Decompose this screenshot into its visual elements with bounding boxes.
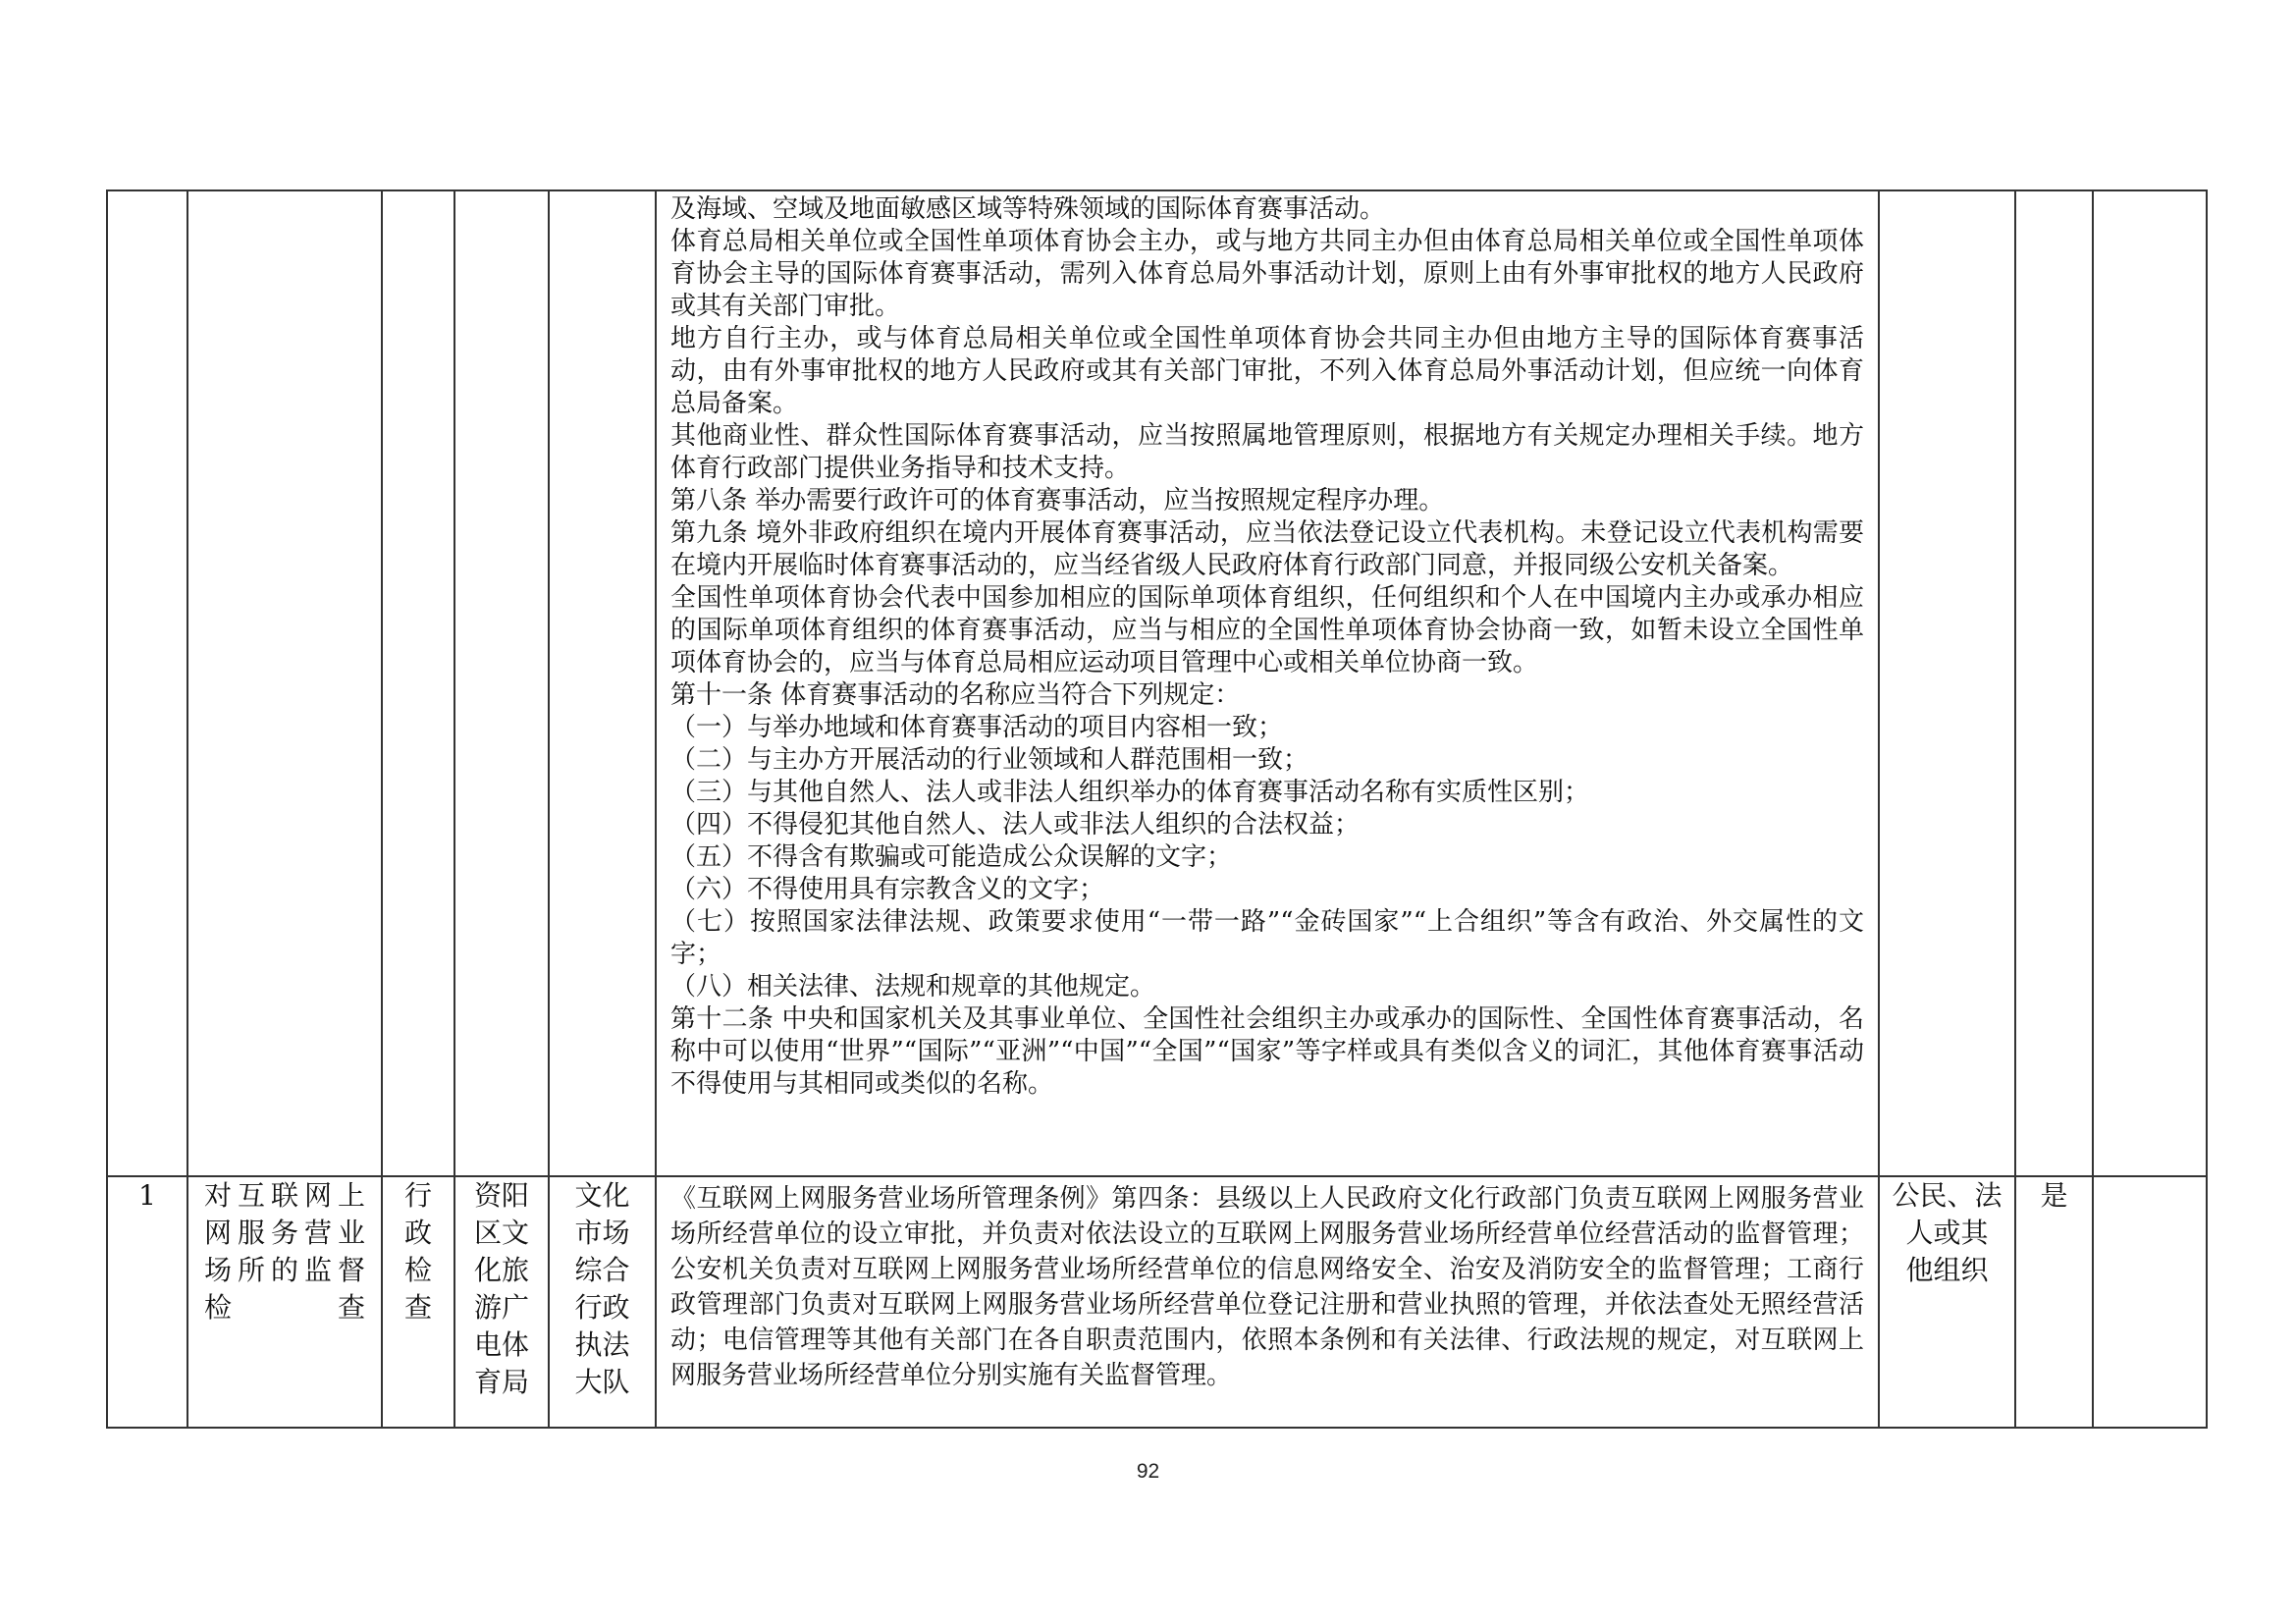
item-department-line: 资阳 <box>473 1179 529 1212</box>
legal-paragraph: （三）与其他自然人、法人或非法人组织举办的体育赛事活动名称有实质性区别； <box>670 778 1590 807</box>
cell-type-empty <box>382 190 454 1176</box>
item-executor-line: 执法 <box>574 1328 630 1361</box>
table-row-continuation <box>107 190 2207 1176</box>
item-name: 对互联网上网服务营业场所的监督检查 <box>187 1176 382 1428</box>
legal-paragraph: （五）不得含有欺骗或可能造成公众误解的文字； <box>670 842 1233 872</box>
cell-target-empty <box>1879 190 2015 1176</box>
item-legal-basis: 《互联网上网服务营业场所管理条例》第四条：县级以上人民政府文化行政部门负责互联网上网服务营业场所经营单位的设立审批，并负责对依法设立的互联网上网服务营业场所经营单位经营活动的监督管理；公安机关负责对互联网上网服务营业场所经营单位的信息网络安全、治安及消防安全的监督管理；工商行政管理部门负责对互联网上网服务营业场所经营单位登记注册和营业执照的管理，并依法查处无照经营活动；电信管理等其他有关部门在各自职责范围内，依照本条例和有关法律、行政法规的规定，对互联网上网服务营业场所经营单位分别实施有关监督管理。 <box>656 1176 1879 1428</box>
item-target-line: 他组织 <box>1905 1254 1989 1286</box>
item-department-line: 化旅 <box>473 1254 529 1286</box>
item-type-char: 检 <box>403 1254 432 1286</box>
item-target-line: 人或其 <box>1905 1217 1989 1249</box>
item-department-line: 游广 <box>473 1291 529 1324</box>
legal-paragraph: 全国性单项体育协会代表中国参加相应的国际单项体育组织，任何组织和个人在中国境内主办或承办相应的国际单项体育组织的体育赛事活动，应当与相应的全国性单项体育协会协商一致，如暂未设立全国性单项体育协会的，应当与体育总局相应运动项目管理中心或相关单位协商一致。 <box>670 583 1864 677</box>
legal-paragraph: 及海域、空域及地面敏感区域等特殊领域的国际体育赛事活动。 <box>670 194 1386 224</box>
legal-paragraph: （一）与举办地域和体育赛事活动的项目内容相一致； <box>670 713 1284 742</box>
cell-index-empty <box>107 190 187 1176</box>
cell-flag-empty <box>2015 190 2093 1176</box>
legal-paragraph: （四）不得侵犯其他自然人、法人或非法人组织的合法权益； <box>670 810 1361 839</box>
item-executor-line: 大队 <box>574 1366 630 1398</box>
legal-paragraph: （七）按照国家法律法规、政策要求使用“一带一路”“金砖国家”“上合组织”等含有政治、外交属性的文字； <box>670 907 1864 969</box>
cell-executor-empty <box>549 190 656 1176</box>
item-type-char: 查 <box>403 1291 432 1324</box>
legal-paragraph: （六）不得使用具有宗教含义的文字； <box>670 875 1105 904</box>
item-target <box>1879 1176 2015 1428</box>
item-department-line: 育局 <box>473 1366 529 1398</box>
item-department-line: 区文 <box>473 1217 529 1249</box>
page-number: 92 <box>1136 1460 1160 1483</box>
item-department-line: 电体 <box>473 1328 529 1361</box>
legal-paragraph: 其他商业性、群众性国际体育赛事活动，应当按照属地管理原则，根据地方有关规定办理相关手续。地方体育行政部门提供业务指导和技术支持。 <box>670 421 1864 483</box>
legal-paragraph: 体育总局相关单位或全国性单项体育协会主办，或与地方共同主办但由体育总局相关单位或全国性单项体育协会主导的国际体育赛事活动，需列入体育总局外事活动计划，原则上由有外事审批权的地方人民政府或其有关部门审批。 <box>670 227 1864 321</box>
item-type-char: 政 <box>403 1217 432 1249</box>
item-index: 1 <box>107 1176 187 1428</box>
cell-dept-empty <box>454 190 549 1176</box>
legal-paragraph: 地方自行主办，或与体育总局相关单位或全国性单项体育协会共同主办但由地方主导的国际体育赛事活动，由有外事审批权的地方人民政府或其有关部门审批，不列入体育总局外事活动计划，但应统一向体育总局备案。 <box>670 324 1864 418</box>
cell-legal-basis-continuation <box>656 190 1879 1176</box>
power-list-table <box>106 189 2208 1429</box>
legal-paragraph: 第九条 境外非政府组织在境内开展体育赛事活动，应当依法登记设立代表机构。未登记设立代表机构需要在境内开展临时体育赛事活动的，应当经省级人民政府体育行政部门同意，并报同级公安机关备案。 <box>670 518 1864 580</box>
item-executor <box>549 1176 656 1428</box>
item-target-line: 公民、法 <box>1892 1179 2002 1212</box>
item-type-char: 行 <box>403 1179 432 1212</box>
item-flag: 是 <box>2015 1176 2093 1428</box>
item-remark <box>2093 1176 2207 1428</box>
item-department <box>454 1176 549 1428</box>
legal-paragraph: 第十一条 体育赛事活动的名称应当符合下列规定： <box>670 680 1241 710</box>
legal-paragraph: 第十二条 中央和国家机关及其事业单位、全国性社会组织主办或承办的国际性、全国性体育赛事活动，名称中可以使用“世界”“国际”“亚洲”“中国”“全国”“国家”等字样或具有类似含义的词汇，其他体育赛事活动不得使用与其相同或类似的名称。 <box>670 1004 1864 1099</box>
legal-paragraph: （二）与主办方开展活动的行业领域和人群范围相一致； <box>670 745 1309 775</box>
table-row-item <box>107 1176 2207 1428</box>
legal-paragraph: （八）相关法律、法规和规章的其他规定。 <box>670 972 1156 1001</box>
cell-name-empty <box>187 190 382 1176</box>
item-executor-line: 行政 <box>574 1291 630 1324</box>
item-type <box>382 1176 454 1428</box>
legal-paragraph: 第八条 举办需要行政许可的体育赛事活动，应当按照规定程序办理。 <box>670 486 1445 515</box>
item-executor-line: 综合 <box>574 1254 630 1286</box>
cell-remark-empty <box>2093 190 2207 1176</box>
item-executor-line: 文化 <box>574 1179 630 1212</box>
item-executor-line: 市场 <box>574 1217 630 1249</box>
